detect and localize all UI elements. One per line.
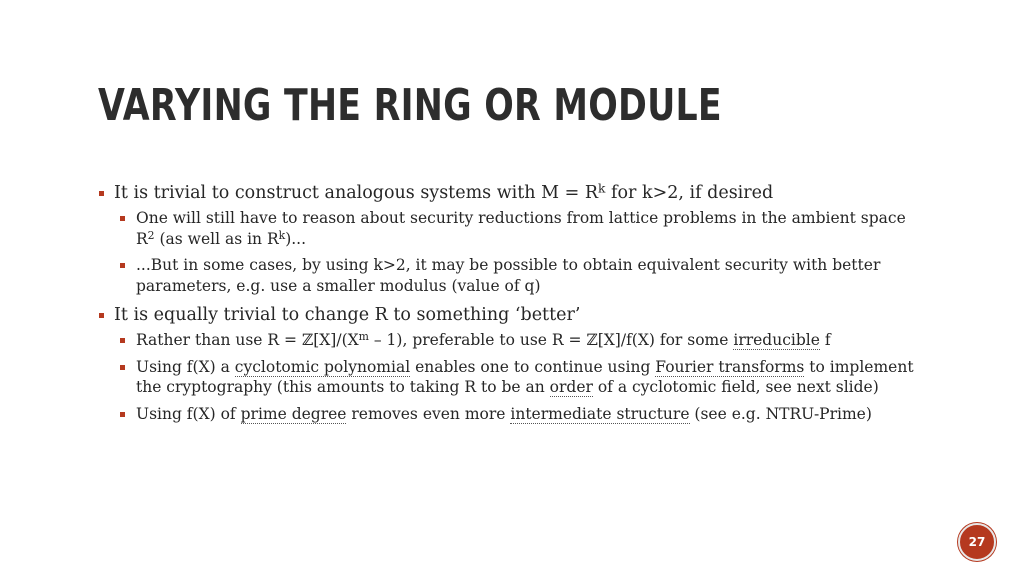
term-cyclotomic-polynomial: cyclotomic polynomial — [234, 357, 411, 376]
term-order: order — [549, 378, 593, 396]
sub-bullet-irreducible — [98, 330, 918, 351]
bullet-change-ring — [98, 302, 918, 329]
sub-bullet-security-reductions — [98, 208, 918, 249]
sub-bullet-text: of a cyclotomic field, see next slide) — [592, 378, 879, 396]
sub-bullet-text: Rather than use R = ℤ[X]/(X — [136, 331, 359, 349]
sub-bullet-text: )... — [285, 229, 307, 248]
sub-bullet-text: removes even more — [346, 404, 511, 423]
slide-title: VARYING THE RING OR MODULE — [98, 80, 722, 131]
bullet-text: It is trivial to construct analogous systems with M = R — [114, 183, 599, 203]
superscript-k: k — [598, 181, 606, 196]
bullet-square-icon — [99, 191, 104, 196]
bullet-square-icon — [120, 338, 125, 343]
term-irreducible: irreducible — [733, 331, 820, 349]
bullet-square-icon — [120, 263, 125, 268]
sub-bullet-prime-degree — [98, 404, 918, 425]
bullet-square-icon — [99, 313, 104, 318]
sub-bullet-text: Using f(X) of — [136, 404, 241, 423]
superscript-2: 2 — [147, 228, 155, 242]
slide-content — [98, 180, 918, 430]
bullet-square-icon — [120, 365, 125, 370]
bullet-square-icon — [120, 216, 125, 221]
sub-bullet-text: ...But in some cases, by using k>2, it may be possible to obtain equivalent security with better parameters, e.g. use a smaller modulus (value of q) — [136, 256, 881, 295]
sub-bullet-text: to implement the cryptography (this amounts to taking R to be an — [136, 357, 914, 396]
term-fourier-transforms: Fourier transforms — [655, 357, 805, 376]
bullet-text: for k>2, if desired — [605, 183, 774, 203]
page-number-badge: 27 — [958, 523, 996, 561]
term-intermediate-structure: intermediate structure — [510, 404, 690, 423]
bullet-square-icon — [120, 412, 125, 417]
bullet-trivial-construction — [98, 180, 918, 207]
bullet-text: It is equally trivial to change R to something ‘better’ — [114, 305, 581, 325]
sub-bullet-cyclotomic — [98, 357, 918, 398]
superscript-m: m — [358, 330, 369, 344]
sub-bullet-text: enables one to continue using — [410, 357, 656, 376]
sub-bullet-text: (see e.g. NTRU-Prime) — [689, 404, 872, 423]
term-prime-degree: prime degree — [240, 404, 347, 423]
sub-bullet-text: Using f(X) a — [136, 357, 235, 376]
sub-bullet-text: – 1), preferable to use R = ℤ[X]/f(X) for some — [368, 331, 734, 349]
sub-bullet-text: f — [819, 331, 831, 349]
sub-bullet-better-parameters — [98, 255, 918, 296]
sub-bullet-text: (as well as in R — [154, 229, 279, 248]
sub-bullet-text: One will still have to reason about security reductions from lattice problems in the ambient space R — [136, 209, 906, 248]
superscript-k: k — [278, 228, 286, 242]
